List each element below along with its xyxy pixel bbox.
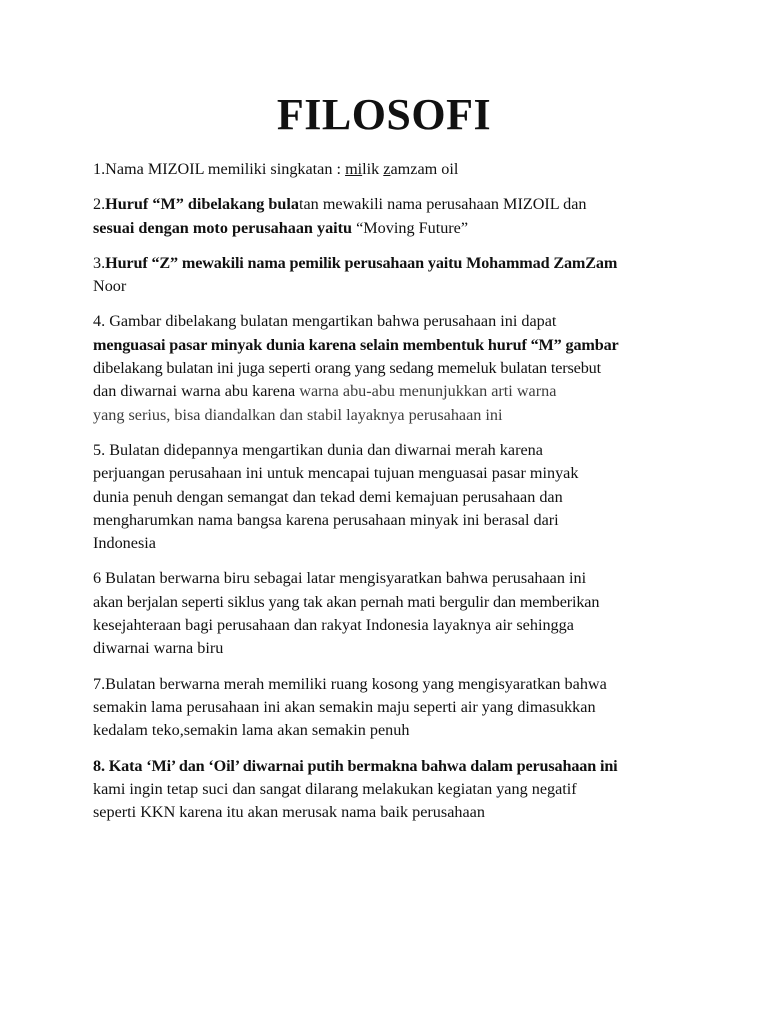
text-run: 2. [93, 195, 106, 214]
paragraph-5 [93, 439, 683, 555]
paragraph-4-line-5: yang serius, bisa diandalkan dan stabil layaknya perusahaan ini [93, 405, 503, 424]
paragraph-4-line-4 [93, 380, 683, 403]
paragraph-6-line-1: 6 Bulatan berwarna biru sebagai latar mengisyaratkan bahwa perusahaan ini [93, 569, 587, 588]
paragraph-4-line-3: dibelakang bulatan ini juga seperti orang yang sedang memeluk bulatan tersebut [93, 359, 601, 378]
paragraph-5-line-4: mengharumkan nama bangsa karena perusahaan minyak ini berasal dari [93, 510, 559, 529]
paragraph-4-line-2: menguasai pasar minyak dunia karena selain membentuk huruf “M” gambar [93, 335, 619, 354]
paragraph-1-line-1 [93, 158, 683, 181]
bold-text: Huruf “M” dibelakang bula [105, 195, 299, 214]
text-run: lik [362, 160, 384, 178]
paragraph-5-line-5: Indonesia [93, 534, 156, 553]
paragraph-1 [93, 158, 683, 181]
paragraph-8-line-1: 8. Kata ‘Mi’ dan ‘Oil’ diwarnai putih bermakna bahwa dalam perusahaan ini [93, 756, 618, 775]
text-run: 1.Nama MIZOIL memiliki singkatan : [93, 160, 346, 178]
bold-text: Huruf “Z” mewakili nama pemilik perusahaan yaitu Mohammad ZamZam [105, 253, 618, 272]
page-title: FILOSOFI [276, 90, 492, 139]
paragraph-2-line-1 [93, 193, 683, 216]
underlined-text: z [383, 160, 391, 178]
paragraph-3-line-1 [93, 252, 683, 275]
paragraph-3-line-2: Noor [93, 277, 127, 296]
paragraph-6-line-4: diwarnai warna biru [93, 639, 224, 658]
paragraph-2-line-2 [93, 217, 683, 240]
bold-text: sesuai dengan moto perusahaan yaitu [93, 218, 353, 237]
paragraph-8 [93, 755, 683, 825]
paragraph-5-line-1: 5. Bulatan didepannya mengartikan dunia dan diwarnai merah karena [93, 440, 543, 459]
paragraph-7-line-3: kedalam teko,semakin lama akan semakin penuh [93, 721, 410, 740]
underlined-text: mi [345, 160, 363, 178]
paragraph-7-line-2: semakin lama perusahaan ini akan semakin maju seperti air yang dimasukkan [93, 697, 596, 716]
paragraph-7 [93, 673, 683, 743]
paragraph-3 [93, 252, 683, 299]
document-body [93, 158, 683, 836]
paragraph-8-line-3: seperti KKN karena itu akan merusak nama baik perusahaan [93, 803, 485, 822]
paragraph-5-line-3: dunia penuh dengan semangat dan tekad demi kemajuan perusahaan dan [93, 487, 563, 506]
paragraph-4-line-1: 4. Gambar dibelakang bulatan mengartikan bahwa perusahaan ini dapat [93, 312, 557, 331]
paragraph-6 [93, 567, 683, 660]
text-run: dan diwarnai warna abu karena [93, 382, 300, 401]
grey-text: warna abu-abu menunjukkan arti warna [299, 382, 557, 401]
paragraph-5-line-2: perjuangan perusahaan ini untuk mencapai tujuan menguasai pasar minyak [93, 464, 579, 483]
paragraph-4 [93, 310, 683, 426]
text-run: 3. [93, 253, 106, 272]
paragraph-6-line-2: akan berjalan seperti siklus yang tak akan pernah mati bergulir dan memberikan [93, 592, 600, 611]
paragraph-2 [93, 193, 683, 240]
paragraph-8-line-2: kami ingin tetap suci dan sangat dilarang melakukan kegiatan yang negatif [93, 779, 577, 798]
text-run: tan mewakili nama perusahaan MIZOIL dan [299, 195, 587, 214]
text-run: amzam oil [390, 160, 459, 178]
paragraph-7-line-1: 7.Bulatan berwarna merah memiliki ruang kosong yang mengisyaratkan bahwa [93, 674, 607, 693]
text-run: “Moving Future” [352, 218, 469, 237]
paragraph-6-line-3: kesejahteraan bagi perusahaan dan rakyat Indonesia layaknya air sehingga [93, 616, 574, 635]
